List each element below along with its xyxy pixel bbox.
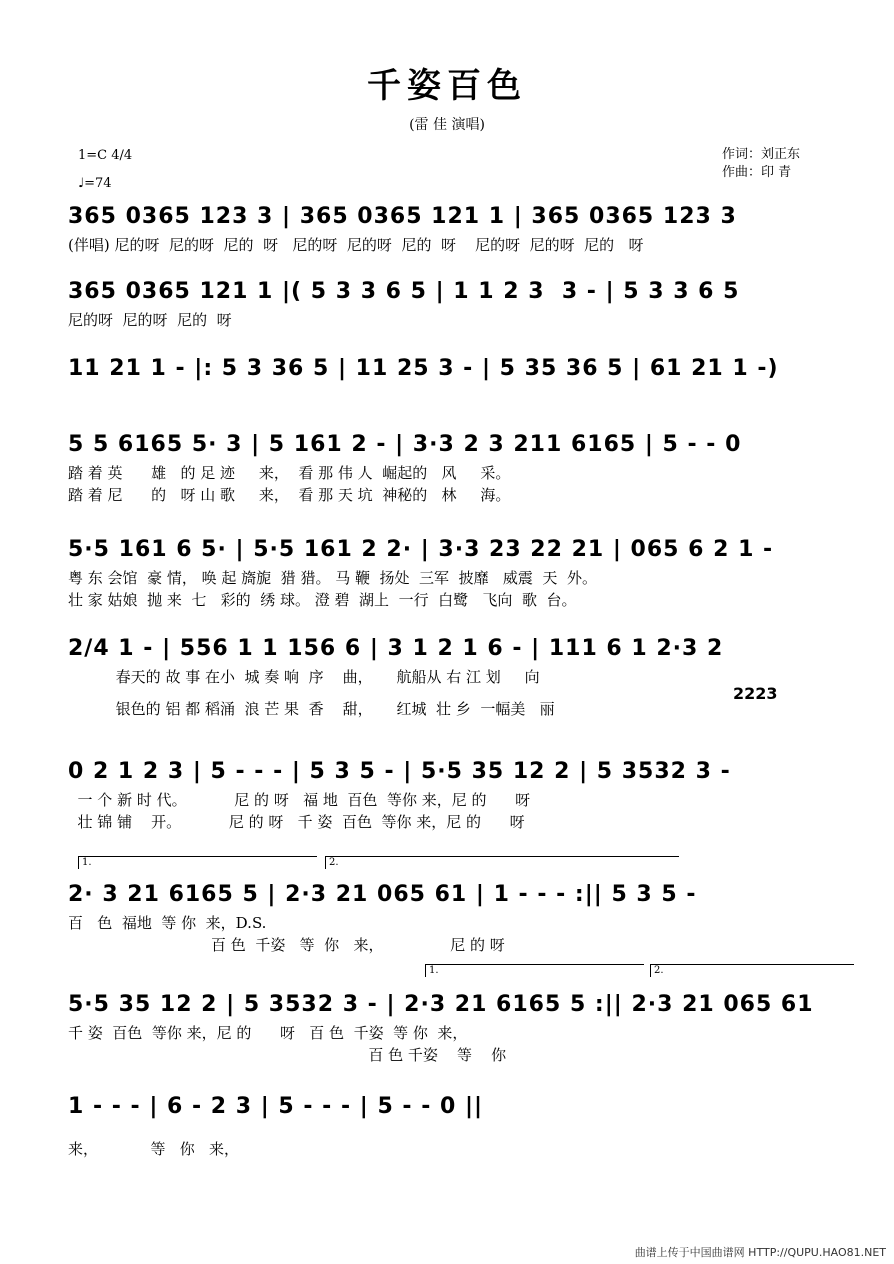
system-5: [68, 533, 858, 611]
system-3: [68, 352, 858, 386]
lyric-line: 银色的 铝 都 稻涌 浪 芒 果 香 甜， 红城 壮 乡 一幅美 丽: [68, 700, 555, 718]
lyric-line: 壮 锦 铺 开。 尼 的 呀 千 姿 百色 等你 来，尼 的 呀: [68, 813, 525, 831]
system-10: [68, 1090, 858, 1160]
ending-label: 2.: [325, 856, 679, 869]
notation-line: 1 - - - | 6 - 2 3 | 5 - - - | 5 - - 0 ||: [68, 1094, 484, 1119]
lyric-line: 百 色 千姿 等 你: [68, 1046, 507, 1064]
lyric-line: 春天的 故 事 在小 城 奏 响 序 曲， 航船从 右 江 划 向: [68, 668, 540, 686]
notation-line: 5·5 161 6 5· | 5·5 161 2 2· | 3·3 23 22 21 | 065 6 2 1 -: [68, 537, 774, 562]
lyric-line: 一 个 新 时 代。 尼 的 呀 福 地 百色 等你 来，尼 的 呀: [68, 791, 531, 809]
system-9: [68, 988, 858, 1066]
notation-line: 0 2 1 2 3 | 5 - - - | 5 3 5 - | 5·5 35 12 2 | 5 3532 3 -: [68, 759, 731, 784]
performer-subtitle: (雷 佳 演唱): [409, 117, 485, 133]
notation-line: 365 0365 121 1 |( 5 3 3 6 5 | 1 1 2 3 3 - | 5 3 3 6 5: [68, 279, 740, 304]
lyric-line: 尼的呀 尼的呀 尼的 呀: [68, 311, 232, 329]
lyric-line: 壮 家 姑娘 抛 来 七 彩的 绣 球。 澄 碧 湖上 一行 白鹭 飞向 歌 台。: [68, 591, 577, 609]
system-4: [68, 428, 858, 506]
song-title: 千姿百色: [367, 66, 527, 106]
cue-notes: 2223: [733, 684, 778, 703]
system-7: [68, 755, 858, 833]
lyric-line: 粤 东 会馆 豪 情， 唤 起 旖旎 猎 猎。 马 鞭 扬处 三军 披靡 威震 天 外。: [68, 569, 597, 587]
system-1: [68, 200, 858, 256]
system-2: [68, 275, 858, 331]
notation-line: 2/4 1 - | 556 1 1 156 6 | 3 1 2 1 6 - | 111 6 1 2·3 2: [68, 636, 724, 661]
composer: 作曲：印 青: [722, 165, 792, 180]
ending-label: 2.: [650, 964, 854, 977]
lyric-line: 踏 着 尼 的 呀 山 歌 来， 看 那 天 坑 神秘的 林 海。: [68, 486, 511, 504]
notation-line: 365 0365 123 3 | 365 0365 121 1 | 365 0365 123 3: [68, 204, 737, 229]
notation-line: 2· 3 21 6165 5 | 2·3 21 065 61 | 1 - - - :|| 5 3 5 -: [68, 882, 697, 907]
ending-label: 1.: [425, 964, 644, 977]
system-6: [68, 632, 858, 720]
lyric-line: 百 色 千姿 等 你 来， 尼 的 呀: [68, 936, 505, 954]
lyric-line: (伴唱) 尼的呀 尼的呀 尼的 呀 尼的呀 尼的呀 尼的 呀 尼的呀 尼的呀 尼的 呀: [68, 236, 644, 254]
key-signature: 1=C 4/4: [78, 148, 133, 163]
lyric-line: 踏 着 英 雄 的 足 迹 来， 看 那 伟 人 崛起的 风 采。: [68, 464, 511, 482]
source-watermark: 曲谱上传于中国曲谱网 HTTP://QUPU.HAO81.NET: [634, 1246, 886, 1259]
notation-line: 5·5 35 12 2 | 5 3532 3 - | 2·3 21 6165 5 :|| 2·3 21 065 61: [68, 992, 814, 1017]
lyric-line: 千 姿 百色 等你 来，尼 的 呀 百 色 千姿 等 你 来，: [68, 1024, 468, 1042]
credits: [722, 146, 800, 182]
lyric-line: 来， 等 你 来，: [68, 1140, 240, 1158]
lyricist: 作词：刘正东: [722, 147, 801, 162]
lyric-line: 百 色 福地 等 你 来，D.S.: [68, 914, 267, 932]
notation-line: 11 21 1 - |: 5 3 36 5 | 11 25 3 - | 5 35 36 5 | 61 21 1 -): [68, 356, 779, 381]
notation-line: 5 5 6165 5· 3 | 5 161 2 - | 3·3 2 3 211 6165 | 5 - - 0: [68, 432, 742, 457]
tempo-marking: ♩=74: [78, 176, 112, 191]
system-8: [68, 878, 858, 956]
ending-label: 1.: [78, 856, 317, 869]
